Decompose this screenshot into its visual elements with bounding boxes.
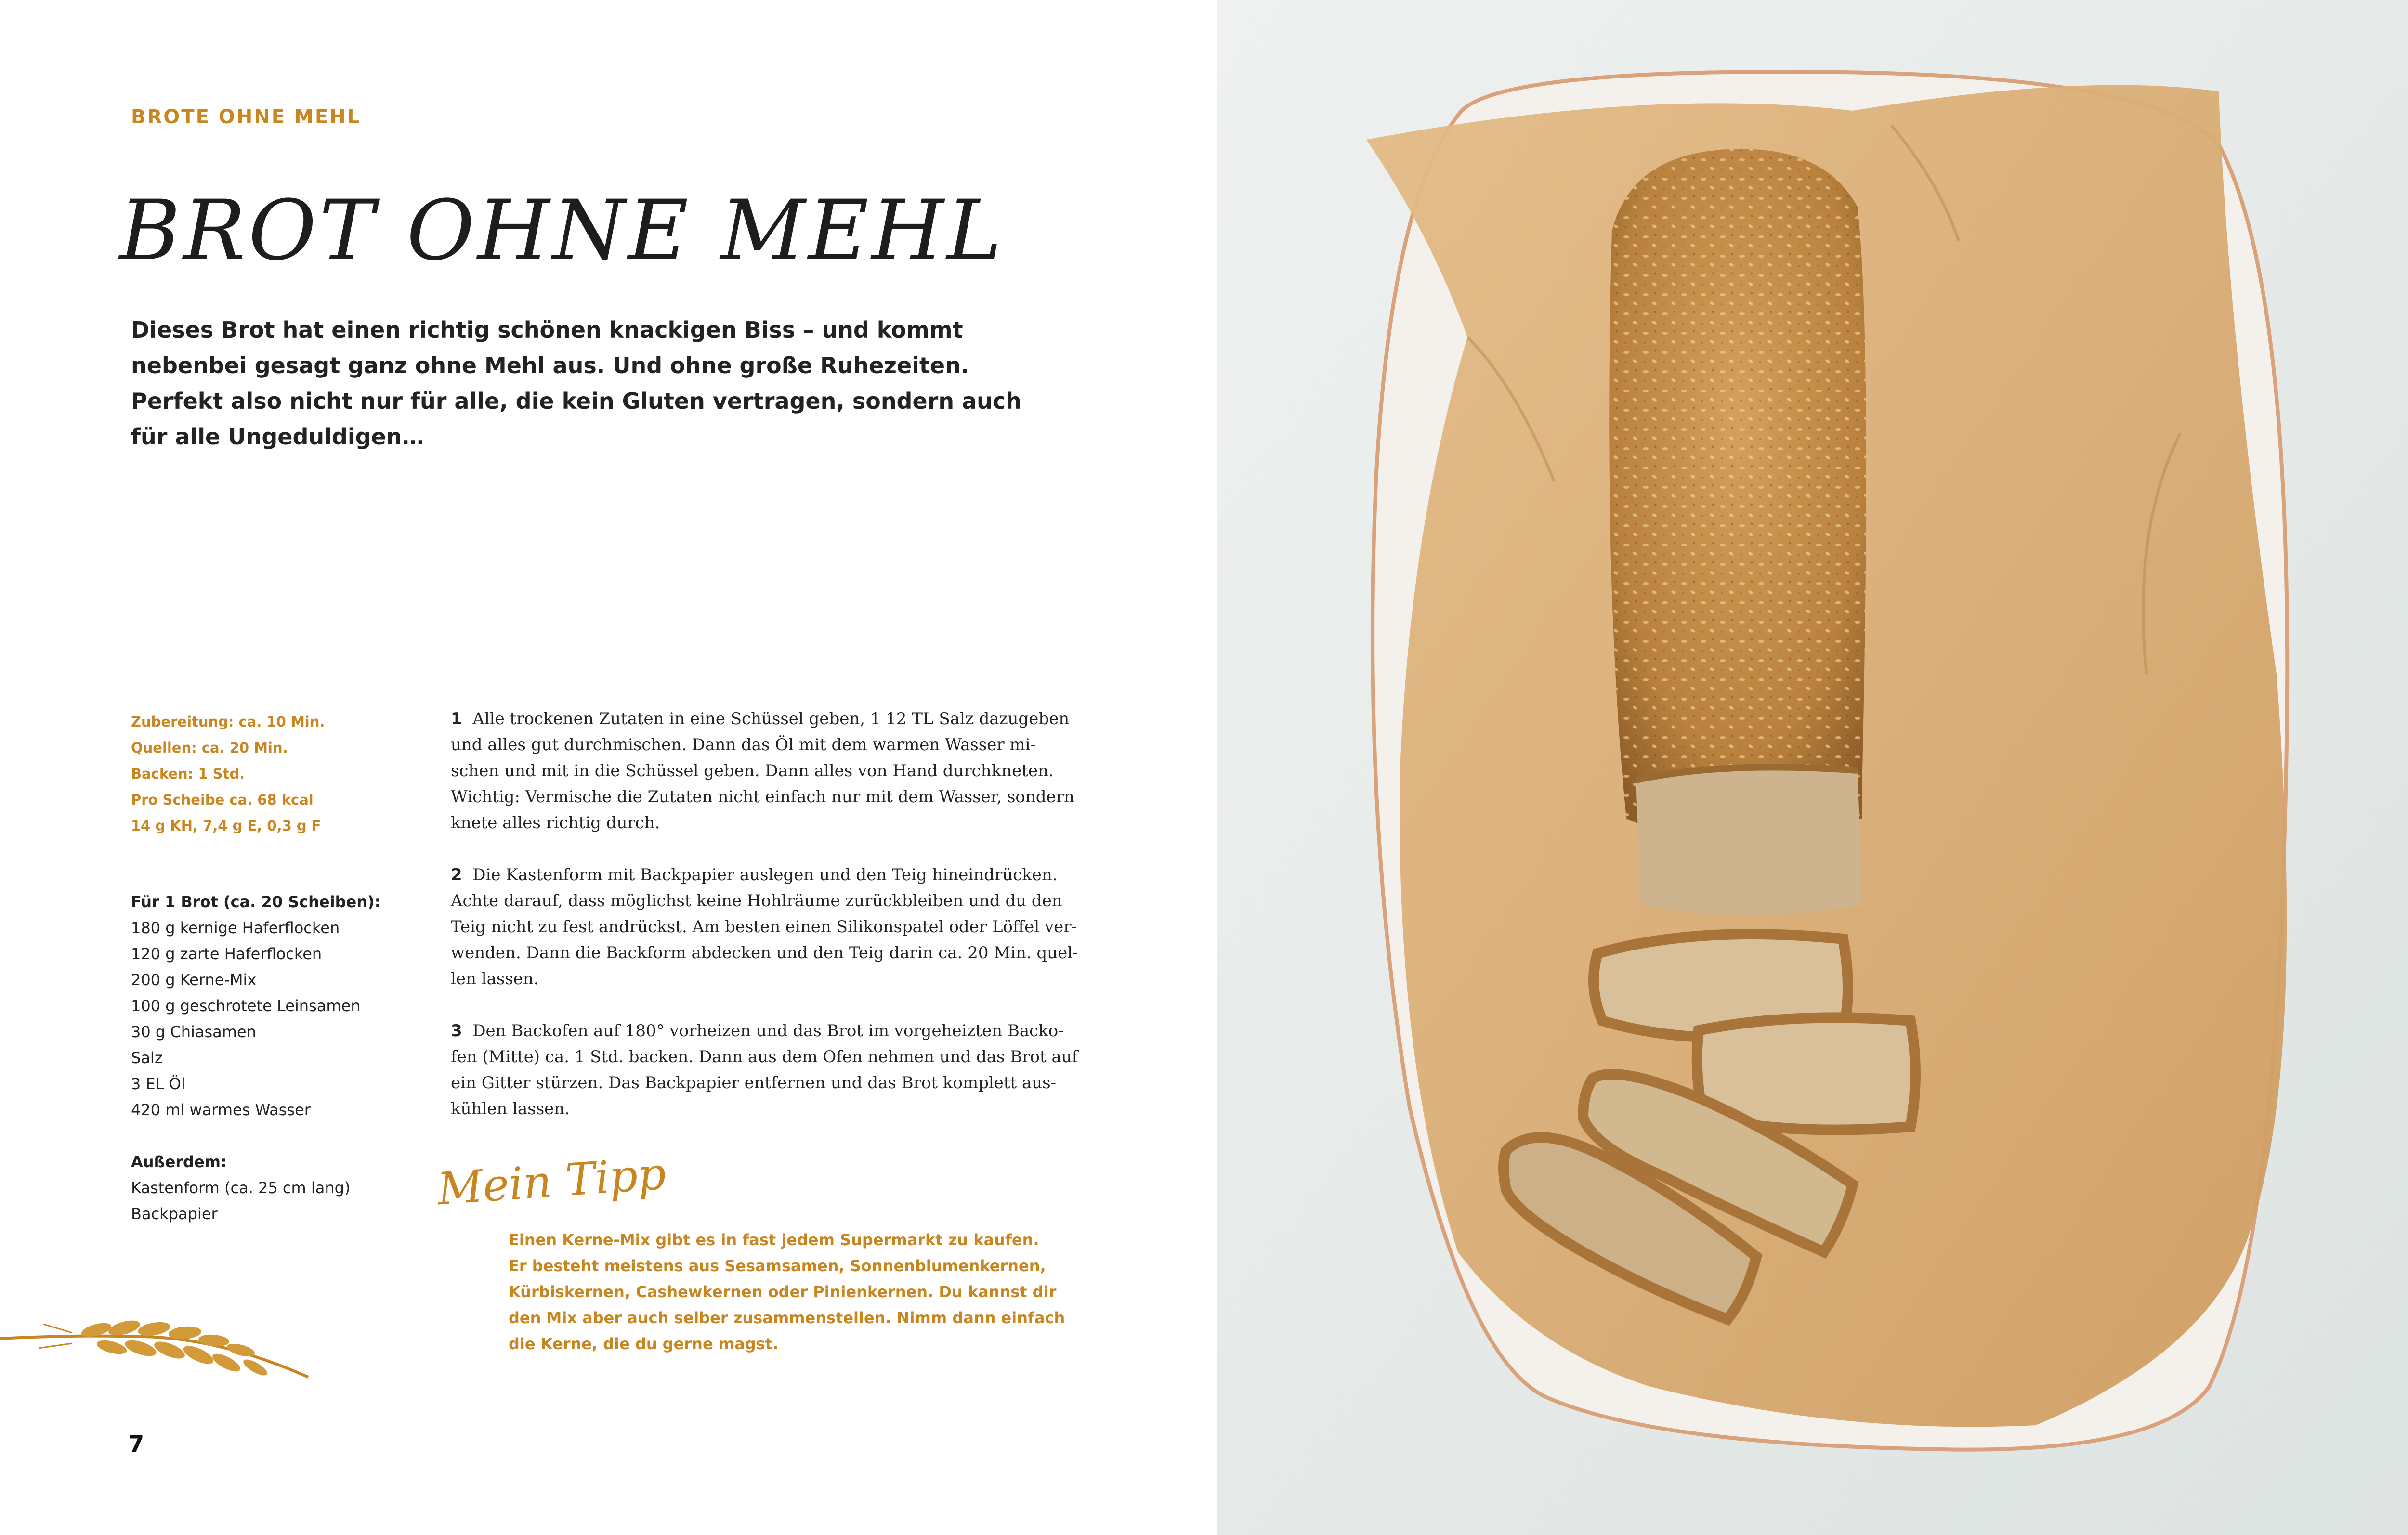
ingredient-item: 180 g kernige Haferflocken (131, 919, 340, 937)
ingredient-item: 100 g geschrotete Leinsamen (131, 997, 361, 1015)
step-number: 3 (451, 1021, 462, 1041)
step-text: Wichtig: Vermische die Zutaten nicht einfach nur mit dem Wasser, sondern (451, 787, 1074, 807)
recipe-title: BROT OHNE MEHL (119, 182, 1005, 279)
step-text: wenden. Dann die Backform abdecken und den Teig darin ca. 20 Min. quel- (451, 943, 1078, 963)
step-2-line (451, 862, 1058, 888)
tip-text (509, 1227, 1065, 1357)
bread-photo-illustration (1217, 0, 2408, 1535)
intro-text (131, 312, 1021, 455)
ingredient-item: 120 g zarte Haferflocken (131, 945, 322, 963)
ingredient-item: 200 g Kerne-Mix (131, 971, 257, 989)
step-number: 2 (451, 865, 462, 885)
intro-line: nebenbei gesagt ganz ohne Mehl aus. Und ohne große Ruhezeiten. (131, 352, 969, 378)
nutrition: 14 g KH, 7,4 g E, 0,3 g F (131, 818, 321, 834)
tip-line: Kürbiskernen, Cashewkernen oder Pinienkernen. Du kannst dir (509, 1283, 1057, 1301)
tip-line: Einen Kerne-Mix gibt es in fast jedem Supermarkt zu kaufen. (509, 1231, 1039, 1249)
calories: Pro Scheibe ca. 68 kcal (131, 792, 314, 808)
step-text: knete alles richtig durch. (451, 813, 660, 833)
wheat-ear-icon (0, 1290, 337, 1396)
recipe-meta (131, 709, 325, 839)
step-text: fen (Mitte) ca. 1 Std. backen. Dann aus dem Ofen nehmen und das Brot auf (451, 1047, 1078, 1067)
step-3-line (451, 1018, 1064, 1044)
bake-time: Backen: 1 Std. (131, 766, 245, 782)
ingredient-list (131, 889, 380, 1227)
step-text: Teig nicht zu fest andrückst. Am besten einen Silikonspatel oder Löffel ver- (451, 917, 1077, 937)
step-text: Achte darauf, dass möglichst keine Hohlräume zurückbleiben und du den (451, 891, 1062, 911)
step-text: Den Backofen auf 180° vorheizen und das Brot im vorgeheizten Backo- (472, 1021, 1064, 1041)
intro-line: Perfekt also nicht nur für alle, die kein Gluten vertragen, sondern auch (131, 388, 1021, 414)
ingredient-item: 3 EL Öl (131, 1075, 185, 1093)
intro-line: für alle Ungeduldigen… (131, 424, 424, 450)
equipment-heading: Außerdem: (131, 1153, 227, 1171)
intro-line: Dieses Brot hat einen richtig schönen knackigen Biss – und kommt (131, 317, 963, 343)
tip-line: den Mix aber auch selber zusammenstellen. Nimm dann einfach (509, 1309, 1065, 1327)
tip-line: die Kerne, die du gerne magst. (509, 1335, 779, 1353)
instruction-steps (451, 706, 1078, 1122)
step-text: len lassen. (451, 969, 539, 989)
tip-heading: Mein Tipp (435, 1147, 668, 1215)
ingredient-item: 30 g Chiasamen (131, 1023, 256, 1041)
step-text: Alle trockenen Zutaten in eine Schüssel geben, 1 12 TL Salz dazugeben (472, 709, 1070, 728)
ingredient-item: Salz (131, 1049, 163, 1067)
step-text: Die Kastenform mit Backpapier auslegen und den Teig hineindrücken. (472, 865, 1058, 885)
equipment-item: Kastenform (ca. 25 cm lang) (131, 1179, 351, 1197)
bread-photo (1217, 0, 2408, 1535)
soak-time: Quellen: ca. 20 Min. (131, 740, 288, 756)
ingredient-item: 420 ml warmes Wasser (131, 1101, 311, 1119)
step-text: ein Gitter stürzen. Das Backpapier entfernen und das Brot komplett aus- (451, 1073, 1057, 1093)
step-text: und alles gut durchmischen. Dann das Öl mit dem warmen Wasser mi- (451, 735, 1036, 754)
step-number: 1 (451, 709, 462, 728)
section-label: BROTE OHNE MEHL (131, 106, 361, 128)
prep-time: Zubereitung: ca. 10 Min. (131, 714, 325, 730)
step-text: schen und mit in die Schüssel geben. Dann alles von Hand durchkneten. (451, 761, 1054, 781)
step-1-line (451, 706, 1070, 732)
tip-line: Er besteht meistens aus Sesamsamen, Sonnenblumenkernen, (509, 1257, 1046, 1275)
step-text: kühlen lassen. (451, 1099, 570, 1119)
ingredient-heading: Für 1 Brot (ca. 20 Scheiben): (131, 893, 381, 911)
page-number: 7 (128, 1431, 144, 1458)
equipment-item: Backpapier (131, 1205, 218, 1223)
